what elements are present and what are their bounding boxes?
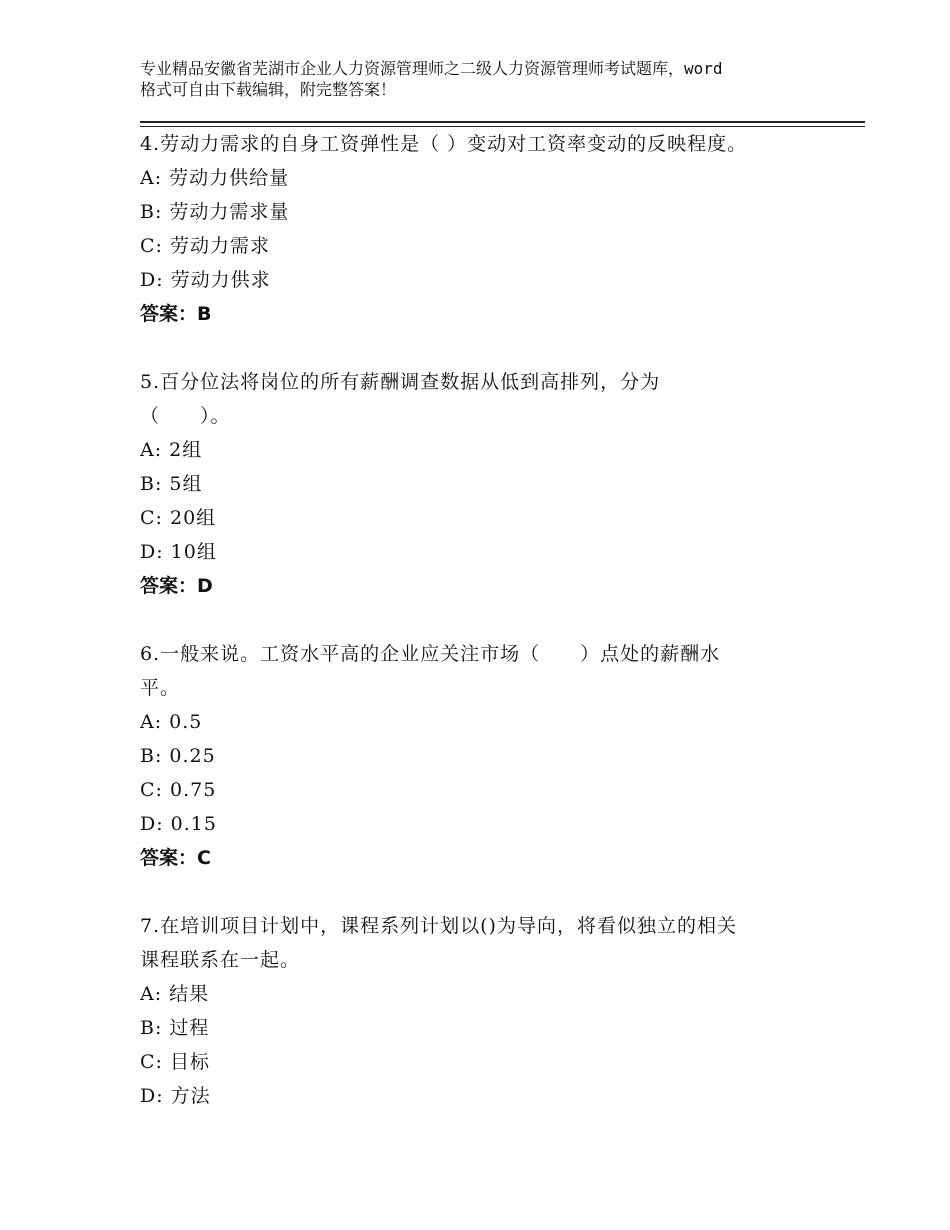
question-spacer [140, 875, 840, 909]
question-stem: 4.劳动力需求的自身工资弹性是（ ）变动对工资率变动的反映程度。 [140, 133, 748, 155]
question-spacer [140, 331, 840, 365]
option-c: C: 20组 [140, 507, 217, 529]
header-line-1: 专业精品安徽省芜湖市企业人力资源管理师之二级人力资源管理师考试题库，word [140, 59, 723, 78]
question-4 [140, 127, 840, 331]
option-c: C: 0.75 [140, 779, 217, 801]
document-header [140, 58, 840, 100]
answer: 答案：B [140, 303, 212, 325]
question-stem: 5.百分位法将岗位的所有薪酬调查数据从低到高排列，分为 [140, 371, 661, 393]
option-d: D: 劳动力供求 [140, 269, 271, 291]
option-b: B: 劳动力需求量 [140, 201, 290, 223]
answer: 答案：D [140, 575, 213, 597]
option-d: D: 10组 [140, 541, 217, 563]
question-7 [140, 909, 840, 1113]
question-stem-continued: 平。 [140, 677, 181, 699]
question-stem-continued: （ ）。 [140, 405, 231, 427]
question-stem-continued: 课程联系在一起。 [140, 949, 301, 971]
option-c: C: 目标 [140, 1051, 210, 1073]
question-list [140, 127, 840, 1113]
option-b: B: 5组 [140, 473, 203, 495]
option-a: A: 0.5 [140, 711, 203, 733]
question-6 [140, 637, 840, 875]
question-5 [140, 365, 840, 603]
option-c: C: 劳动力需求 [140, 235, 270, 257]
question-stem: 6.一般来说。工资水平高的企业应关注市场（ ）点处的薪酬水 [140, 643, 721, 665]
option-d: D: 0.15 [140, 813, 217, 835]
option-b: B: 过程 [140, 1017, 210, 1039]
option-a: A: 2组 [140, 439, 203, 461]
option-d: D: 方法 [140, 1085, 211, 1107]
answer: 答案：C [140, 847, 211, 869]
option-a: A: 劳动力供给量 [140, 167, 290, 189]
question-stem: 7.在培训项目计划中，课程系列计划以()为导向，将看似独立的相关 [140, 915, 737, 937]
header-line-2: 格式可自由下载编辑，附完整答案！ [140, 80, 397, 99]
header-rule-thick [140, 121, 865, 123]
question-spacer [140, 603, 840, 637]
option-a: A: 结果 [140, 983, 210, 1005]
option-b: B: 0.25 [140, 745, 216, 767]
